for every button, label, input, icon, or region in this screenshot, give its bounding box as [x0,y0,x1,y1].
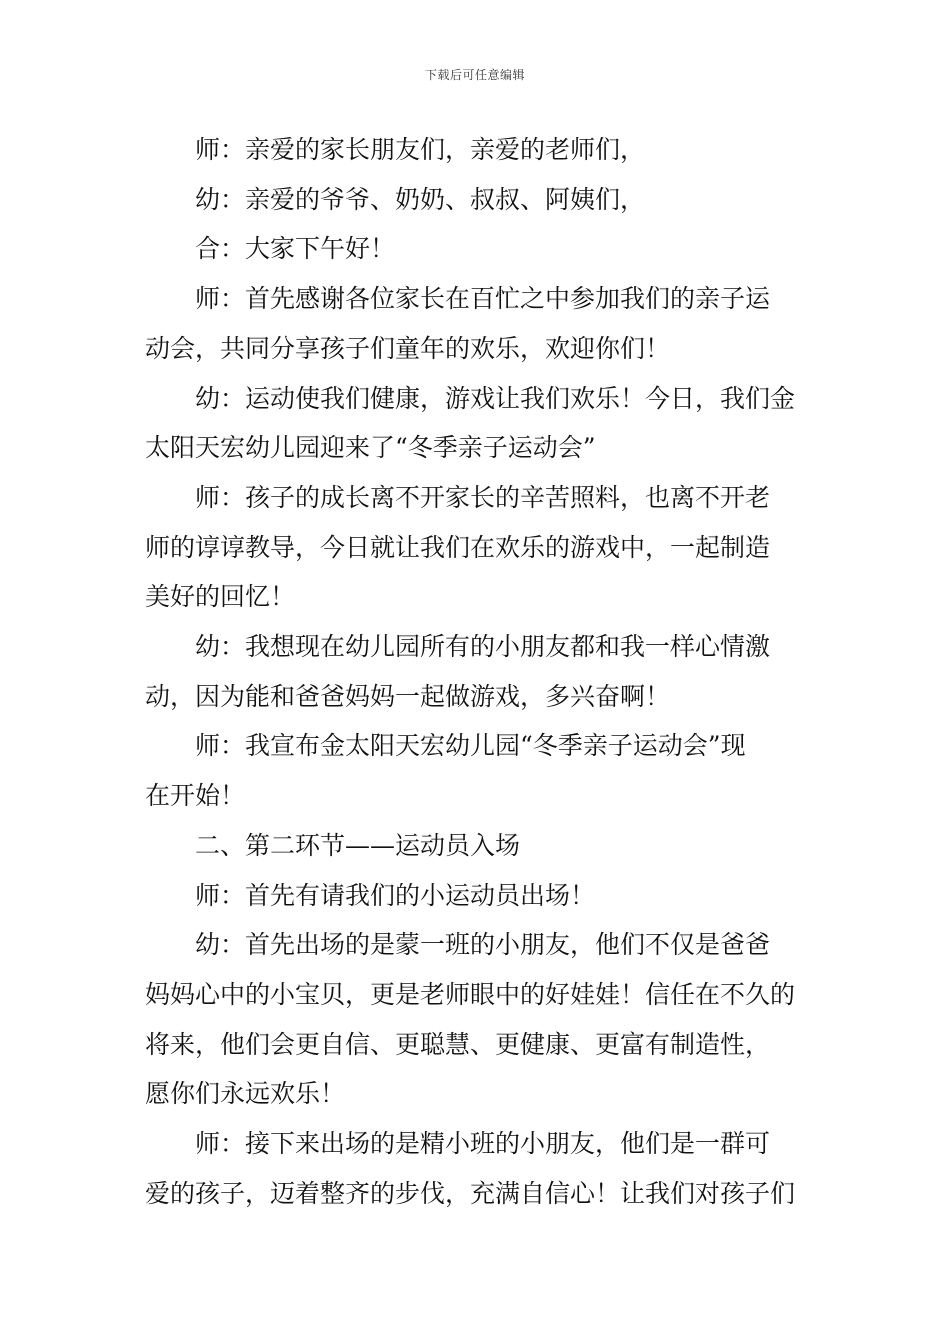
paragraph-line: 幼：亲爱的爷爷、奶奶、叔叔、阿姨们， [195,184,646,214]
paragraph-line: 妈妈心中的小宝贝，更是老师眼中的好娃娃！信任在不久的 [145,979,796,1009]
paragraph-line: 动会，共同分享孩子们童年的欢乐，欢迎你们！ [145,333,671,363]
paragraph-line: 将来，他们会更自信、更聪慧、更健康、更富有制造性， [145,1029,771,1059]
paragraph-line: 幼：运动使我们健康，游戏让我们欢乐！今日，我们金 [195,383,796,413]
paragraph [145,871,810,921]
paragraph [145,920,810,1119]
paragraph-line: 师：首先有请我们的小运动员出场！ [195,880,596,910]
paragraph [145,274,810,373]
paragraph-line: 师：孩子的成长离不开家长的辛苦照料，也离不开老 [195,482,771,512]
paragraph-line: 动，因为能和爸爸妈妈一起做游戏，多兴奋啊！ [145,681,671,711]
paragraph-line: 二、第二环节——运动员入场 [195,830,521,860]
paragraph-line: 爱的孩子，迈着整齐的步伐，充满自信心！让我们对孩子们 [145,1178,796,1208]
paragraph-line: 太阳天宏幼儿园迎来了“冬季亲子运动会” [145,433,596,463]
paragraph-line: 幼：首先出场的是蒙一班的小朋友，他们不仅是爸爸 [195,930,771,960]
paragraph-line: 美好的回忆！ [145,582,296,612]
paragraph [145,721,810,820]
paragraph-line: 师：亲爱的家长朋友们，亲爱的老师们， [195,135,646,164]
paragraph [145,622,810,721]
paragraph-line: 师：接下来出场的是精小班的小朋友，他们是一群可 [195,1129,771,1159]
paragraph-line: 合：大家下午好！ [195,234,396,264]
paragraph [145,175,810,225]
document-body [145,125,810,1218]
paragraph [145,1119,810,1218]
paragraph [145,224,810,274]
paragraph-line: 愿你们永远欢乐！ [145,1079,346,1109]
paragraph [145,821,810,871]
paragraph-line: 幼：我想现在幼儿园所有的小朋友都和我一样心情激 [195,632,771,662]
paragraph-line: 师的谆谆教导，今日就让我们在欢乐的游戏中，一起制造 [145,532,771,562]
paragraph [145,374,810,473]
paragraph [145,125,810,175]
paragraph [145,473,810,622]
paragraph-line: 在开始！ [145,781,246,811]
paragraph-line: 师：我宣布金太阳天宏幼儿园“冬季亲子运动会”现 [195,731,746,761]
paragraph-line: 师：首先感谢各位家长在百忙之中参加我们的亲子运 [195,284,771,314]
page-header: 下载后可任意编辑 [424,68,525,82]
